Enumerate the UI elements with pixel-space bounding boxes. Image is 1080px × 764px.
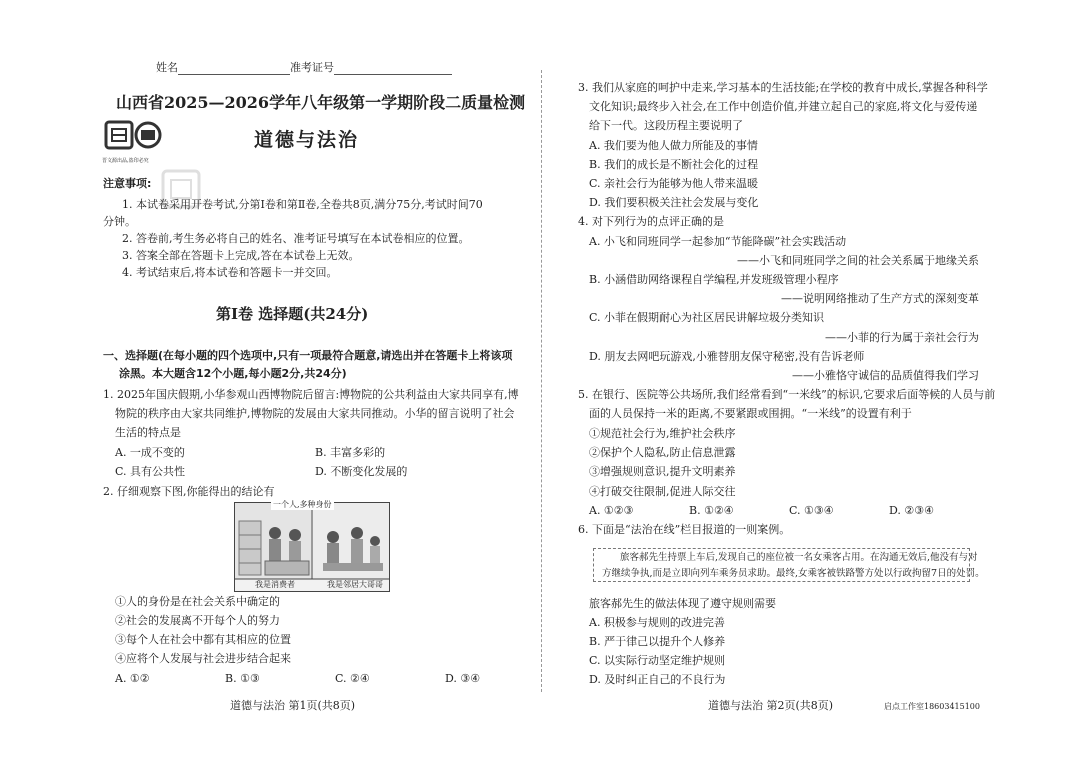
notice-item: 分钟。	[103, 215, 136, 228]
exam-title: 山西省2025—2026学年八年级第一学期阶段二质量检测	[116, 93, 526, 112]
q6-option-b[interactable]: B. 严于律己以提升个人修养	[589, 635, 726, 648]
q5-stem: 面的人员保持一米的距离,不要紧跟或围拥。“一米线”的设置有利于	[589, 407, 912, 420]
q4-comment-b: ——说明网络推动了生产方式的深刻变革	[781, 292, 979, 305]
q4-option-d[interactable]: D. 朋友去网吧玩游戏,小雅替朋友保守秘密,没有告诉老师	[589, 350, 865, 363]
q3-option-c[interactable]: C. 亲社会行为能够为他人带来温暖	[589, 177, 759, 190]
q2-statement: ②社会的发展离不开每个人的努力	[115, 614, 280, 627]
q6-question: 旅客郝先生的做法体现了遵守规则需要	[589, 597, 776, 610]
part1-instructions-2: 涂黑。本大题含12个小题,每小题2分,共24分)	[119, 367, 347, 380]
q6-stem: 6. 下面是“法治在线”栏目报道的一则案例。	[578, 523, 791, 536]
logo-caption: 晋文源出品,盗印必究	[102, 158, 149, 164]
q1-option-b[interactable]: B. 丰富多彩的	[315, 446, 386, 459]
footer-right: 道德与法治 第2页(共8页)	[708, 699, 834, 712]
q4-option-b[interactable]: B. 小涵借助网络课程自学编程,并发班级管理小程序	[589, 273, 839, 286]
notice-item: 4. 考试结束后,将本试卷和答题卡一并交回。	[122, 266, 338, 279]
q3-stem: 3. 我们从家庭的呵护中走来,学习基本的生活技能;在学校的教育中成长,掌握各种科学	[578, 81, 988, 94]
q2-option-c[interactable]: C. ②④	[335, 672, 370, 685]
subject-title: 道德与法治	[254, 129, 360, 151]
q1-option-c[interactable]: C. 具有公共性	[115, 465, 186, 478]
q5-stem: 5. 在银行、医院等公共场所,我们经常看到“一米线”的标识,它要求后面等候的人员与前	[578, 388, 996, 401]
q3-option-b[interactable]: B. 我们的成长是不断社会化的过程	[589, 158, 759, 171]
q4-stem: 4. 对下列行为的点评正确的是	[578, 215, 724, 228]
q2-options	[115, 669, 555, 688]
q6-option-d[interactable]: D. 及时纠正自己的不良行为	[589, 673, 726, 686]
q1-stem: 1. 2025年国庆假期,小华参观山西博物院后留言:博物院的公共利益由大家共同享有,博	[103, 388, 519, 401]
q2-statement: ①人的身份是在社会关系中确定的	[115, 595, 280, 608]
q5-statement: ③增强规则意识,提升文明素养	[589, 465, 736, 478]
q5-option-a[interactable]: A. ①②③	[589, 504, 634, 517]
q1-options	[115, 443, 515, 462]
q5-option-d[interactable]: D. ②③④	[889, 504, 935, 517]
q2-illustration	[234, 502, 390, 592]
name-field	[156, 58, 452, 77]
q6-case-text-2: 方继续争执,而是立即向列车乘务员求助。最终,女乘客被铁路警方处以行政拘留7日的处罚。	[602, 568, 985, 579]
notice-heading: 注意事项:	[103, 177, 152, 190]
q2-option-d[interactable]: D. ③④	[445, 672, 481, 685]
q2-option-a[interactable]: A. ①②	[115, 672, 150, 685]
q2-illustration-title: 一个人,多种身份	[273, 500, 332, 509]
q4-option-c[interactable]: C. 小菲在假期耐心为社区居民讲解垃圾分类知识	[589, 311, 825, 324]
q4-comment-c: ——小菲的行为属于亲社会行为	[825, 331, 979, 344]
q2-stem: 2. 仔细观察下图,你能得出的结论有	[103, 485, 275, 498]
q6-case-box	[593, 548, 985, 582]
q1-stem: 生活的特点是	[115, 426, 181, 439]
studio-credit: 启点工作室18603415100	[884, 702, 980, 711]
q2-statement: ③每个人在社会中都有其相应的位置	[115, 633, 291, 646]
q4-option-a[interactable]: A. 小飞和同班同学一起参加“节能降碳”社会实践活动	[589, 235, 847, 248]
q1-option-a[interactable]: A. 一成不变的	[115, 446, 185, 459]
q5-statement: ②保护个人隐私,防止信息泄露	[589, 446, 736, 459]
q1-option-d[interactable]: D. 不断变化发展的	[315, 465, 408, 478]
q4-comment-a: ——小飞和同班同学之间的社会关系属于地缘关系	[737, 254, 979, 267]
q2-caption-right: 我是邻居大哥哥	[327, 580, 383, 589]
exam-number-label: 准考证号	[290, 61, 334, 74]
q3-stem: 给下一代。这段历程主要说明了	[589, 119, 743, 132]
part1-instructions: 一、选择题(在每小题的四个选项中,只有一项最符合题意,请选出并在答题卡上将该项	[103, 349, 513, 362]
footer-left: 道德与法治 第1页(共8页)	[230, 699, 356, 712]
page-divider	[541, 70, 542, 692]
q3-option-a[interactable]: A. 我们要为他人做力所能及的事情	[589, 139, 758, 152]
q4-comment-d: ——小雅恪守诚信的品质值得我们学习	[792, 369, 979, 382]
q3-stem: 文化知识;最终步入社会,在工作中创造价值,并建立起自己的家庭,将文化与爱传递	[589, 100, 978, 113]
q2-caption-left: 我是消费者	[255, 580, 295, 589]
q5-statement: ①规范社会行为,维护社会秩序	[589, 427, 736, 440]
notice-item: 3. 答案全部在答题卡上完成,答在本试卷上无效。	[122, 249, 360, 262]
publisher-logo	[104, 120, 162, 160]
q5-options	[589, 501, 989, 520]
name-label: 姓名	[156, 61, 178, 74]
q6-case-text: 旅客郝先生持票上车后,发现自己的座位被一名女乘客占用。在沟通无效后,他没有与对	[620, 552, 978, 563]
q5-statement: ④打破交往限制,促进人际交往	[589, 485, 736, 498]
q1-stem: 物院的秩序由大家共同维护,博物院的发展由大家共同推动。小华的留言说明了社会	[115, 407, 515, 420]
part1-title: 第Ⅰ卷 选择题(共24分)	[216, 305, 369, 323]
q6-option-a[interactable]: A. 积极参与规则的改进完善	[589, 616, 725, 629]
q2-option-b[interactable]: B. ①③	[225, 672, 260, 685]
q5-option-c[interactable]: C. ①③④	[789, 504, 834, 517]
q2-statement: ④应将个人发展与社会进步结合起来	[115, 652, 291, 665]
q6-option-c[interactable]: C. 以实际行动坚定维护规则	[589, 654, 726, 667]
q5-option-b[interactable]: B. ①②④	[689, 504, 734, 517]
q3-option-d[interactable]: D. 我们要积极关注社会发展与变化	[589, 196, 759, 209]
notice-item: 1. 本试卷采用开卷考试,分第Ⅰ卷和第Ⅱ卷,全卷共8页,满分75分,考试时间70	[122, 198, 483, 211]
q1-options	[115, 462, 515, 481]
notice-item: 2. 答卷前,考生务必将自己的姓名、准考证号填写在本试卷相应的位置。	[122, 232, 470, 245]
